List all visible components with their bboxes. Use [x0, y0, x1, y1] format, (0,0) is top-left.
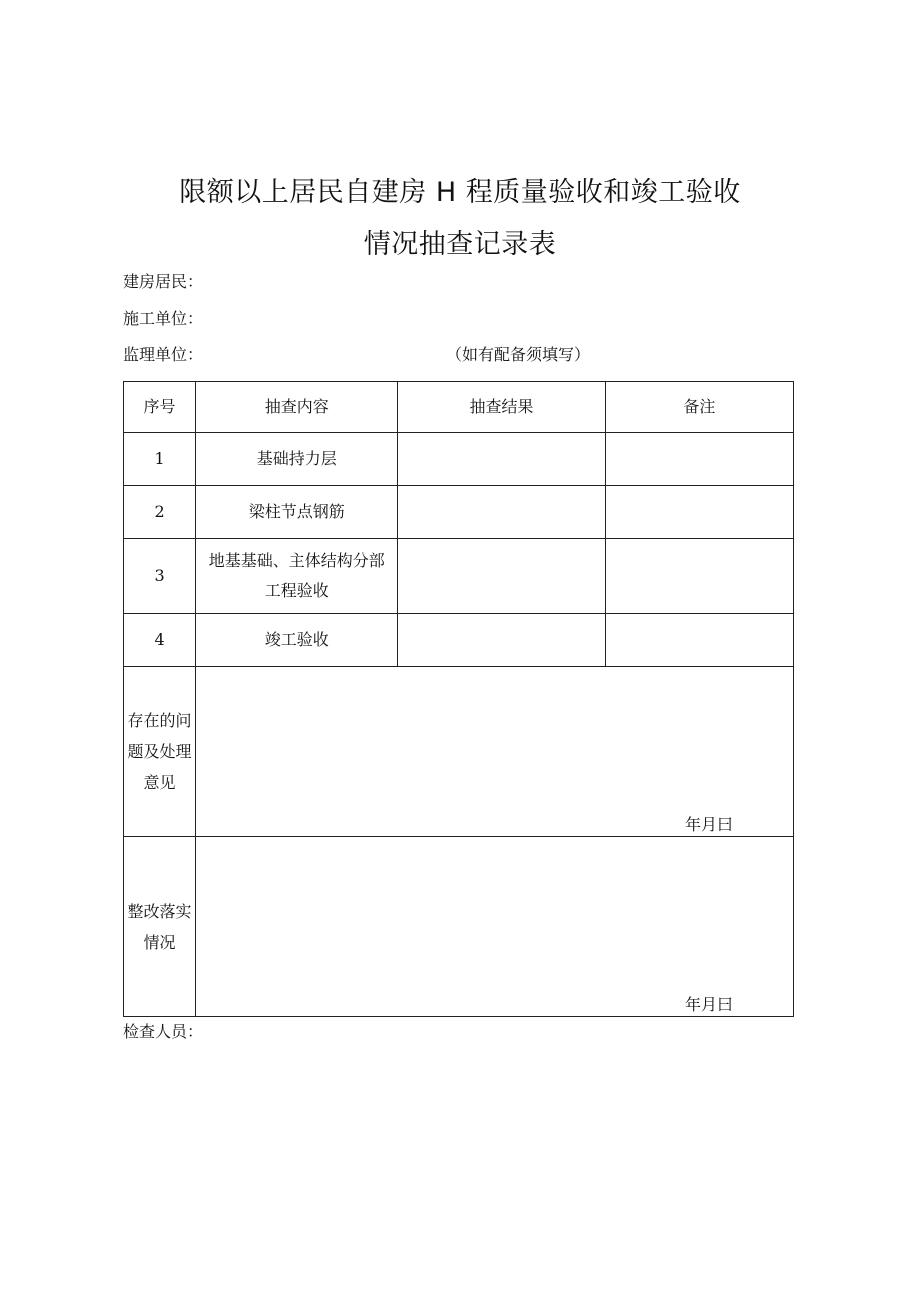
row-content: 竣工验收	[196, 614, 398, 667]
rectification-body-cell[interactable]	[196, 837, 794, 1017]
row-result-cell[interactable]	[398, 614, 605, 667]
rectification-date: 年月曰	[684, 995, 733, 1014]
row-seq: 4	[124, 614, 196, 667]
issues-date: 年月曰	[684, 815, 733, 834]
supervisor-field-label: 监理单位：	[123, 345, 204, 364]
table-row	[124, 433, 794, 486]
supervisor-field-note: （如有配备须填写）	[446, 345, 591, 364]
row-seq: 3	[124, 539, 196, 614]
table-row	[124, 614, 794, 667]
table-header-row	[124, 382, 794, 433]
page-title: 限额以上居民自建房 H 程质量验收和竣工验收	[179, 177, 741, 208]
row-content: 梁柱节点钢筋	[196, 486, 398, 539]
contractor-field-label: 施工单位：	[123, 309, 204, 328]
row-result-cell[interactable]	[398, 433, 605, 486]
header-remark: 备注	[605, 382, 793, 433]
row-content	[196, 539, 398, 614]
table-row	[124, 486, 794, 539]
issues-label	[124, 667, 196, 837]
inspection-record-table	[123, 381, 794, 1017]
row-remark-cell[interactable]	[605, 486, 793, 539]
table-row	[124, 539, 794, 614]
row-content-text: 地基基础、主体结构分部工程验收	[208, 551, 385, 600]
row-remark-cell[interactable]	[605, 433, 793, 486]
inspector-field-label: 检查人员：	[123, 1022, 204, 1041]
rectification-label	[124, 837, 196, 1017]
row-remark-cell[interactable]	[605, 614, 793, 667]
rectification-label-line2: 情况	[143, 932, 176, 952]
issues-label-line3: 意见	[143, 773, 176, 792]
issues-label-line2: 题及处理	[127, 742, 192, 761]
header-result: 抽查结果	[398, 382, 605, 433]
rectification-label-line1: 整改落实	[127, 901, 192, 921]
row-remark-cell[interactable]	[605, 539, 793, 614]
row-content: 基础持力层	[196, 433, 398, 486]
row-result-cell[interactable]	[398, 486, 605, 539]
resident-field-label: 建房居民：	[123, 272, 204, 291]
row-seq: 2	[124, 486, 196, 539]
issues-row	[124, 667, 794, 837]
issues-label-line1: 存在的问	[127, 711, 192, 730]
header-seq: 序号	[124, 382, 196, 433]
rectification-row	[124, 837, 794, 1017]
page-subtitle: 情况抽查记录表	[363, 229, 557, 260]
row-result-cell[interactable]	[398, 539, 605, 614]
header-content: 抽查内容	[196, 382, 398, 433]
row-seq: 1	[124, 433, 196, 486]
issues-body-cell[interactable]	[196, 667, 794, 837]
